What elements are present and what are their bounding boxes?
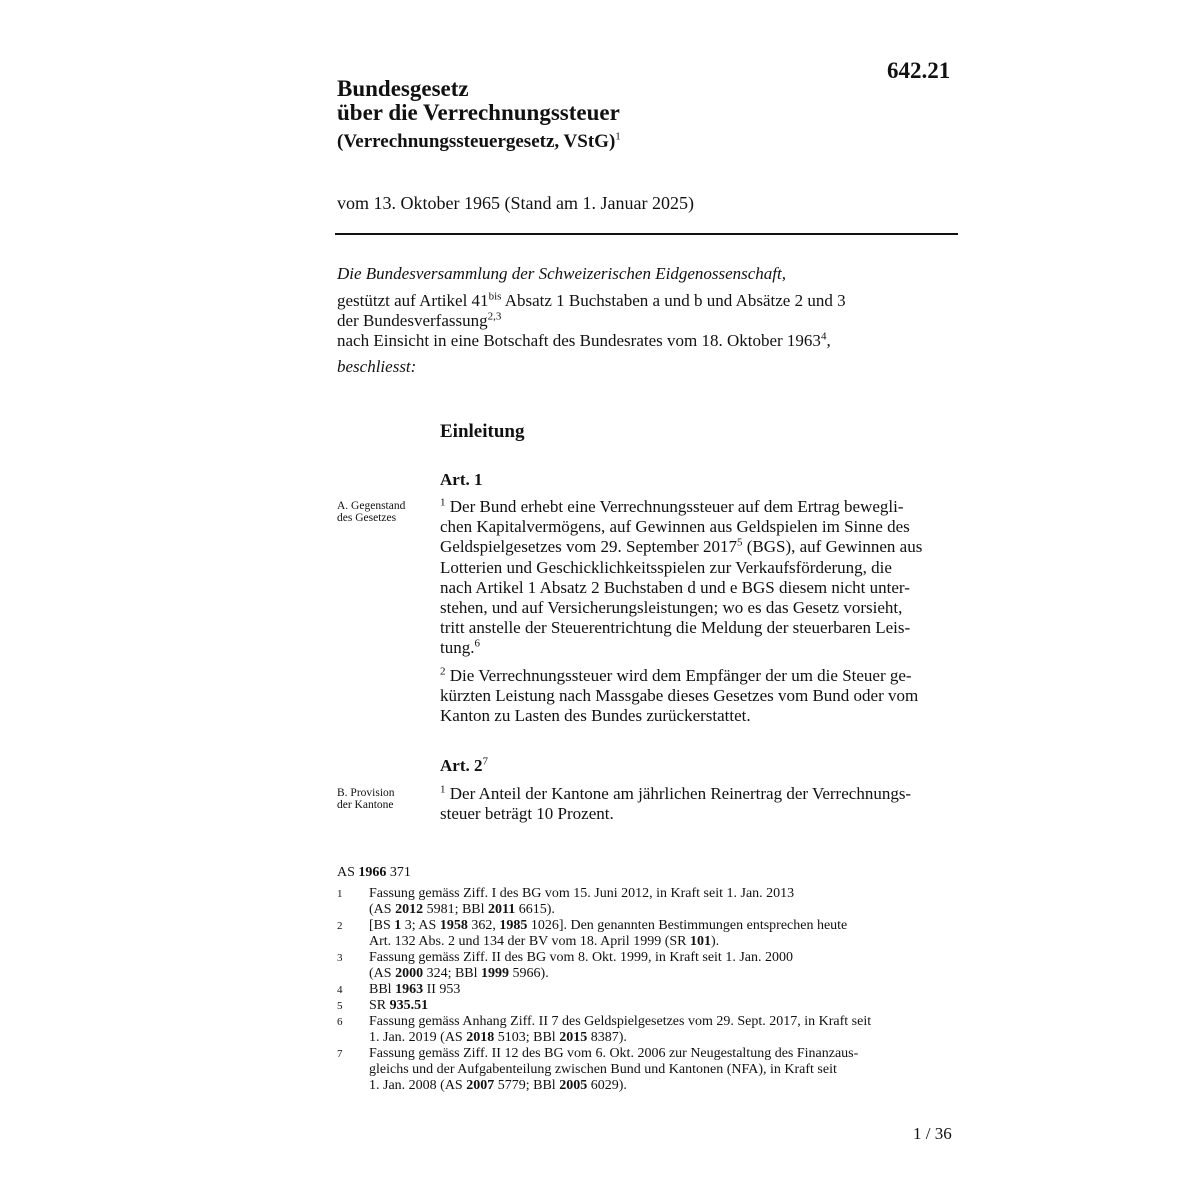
preamble-basis-line-1: gestützt auf Artikel $41^{bis}$ Absatz 1 Buchstaben a und b und Absätze 2 und 3 xyxy=(337,290,846,310)
art-2-margin-title: B. Provision der Kantone xyxy=(337,787,395,811)
date-line: vom 13. Oktober 1965 (Stand am 1. Januar 2025) xyxy=(337,193,694,213)
footnote-4: 4 BBl 1963 II 953 xyxy=(337,982,461,997)
short-title: (Verrechnungssteuergesetz, VStG)$^1$ xyxy=(337,130,621,152)
preamble-resolves: beschliesst: xyxy=(337,357,417,376)
footnote-ref-5[interactable]: 5 xyxy=(736,536,743,549)
title-divider xyxy=(335,233,958,235)
title-line-1: Bundesgesetz xyxy=(337,76,469,101)
art-2-heading: Art. $2^7$ xyxy=(440,755,488,775)
title-line-2: über die Verrechnungssteuer xyxy=(337,100,620,125)
art-1-paragraph-2: $^2$ Die Verrechnungssteuer wird dem Empfänger der um die Steuer ge- kürzten Leistung nach Massgabe dieses Gesetzes vom Bund oder vom Kanton zu Lasten des Bundes zurückerstattet. xyxy=(440,665,919,726)
footnote-ref-7[interactable]: 7 xyxy=(482,755,488,768)
footnote-5: 5 SR 935.51 xyxy=(337,998,429,1013)
footnote-1: 1 Fassung gemäss Ziff. I des BG vom 15. Juni 2012, in Kraft seit 1. Jan. 2013 (AS 2012 5981; BBl 2011 6615). xyxy=(337,886,795,917)
art-1-heading: Art. 1 xyxy=(440,470,483,489)
sr-number: 642.21 xyxy=(887,58,951,83)
preamble-basis-line-2: der Bundesverfassung$^{2,3}$ xyxy=(337,310,502,330)
footnote-ref-2-3[interactable]: 2,3 xyxy=(487,310,502,323)
footnote-ref-1[interactable]: 1 xyxy=(615,130,621,143)
art-2-paragraph-1: $^1$ Der Anteil der Kantone am jährlichen Reinertrag der Verrechnungs- steuer beträgt 10 Prozent. xyxy=(440,783,912,824)
footnote-ref-4[interactable]: 4 xyxy=(820,330,827,343)
footnote-2: 2 [BS 1 3; AS 1958 362, 1985 1026]. Den genannten Bestimmungen entsprechen heute Art. 132 Abs. 2 und 134 der BV vom 18. April 1999 (SR 101). xyxy=(337,918,848,949)
footnote-ref-6[interactable]: 6 xyxy=(474,637,480,650)
page-number: 1 / 36 xyxy=(913,1124,952,1143)
art-1-paragraph-1: $^1$ Der Bund erhebt eine Verrechnungssteuer auf dem Ertrag bewegli- chen Kapitalvermögens, auf Gewinnen aus Geldspielen im Sinne des Geldspielgesetzes vom 29. September 2017$^5$ (BGS), auf Gewinnen aus Lotterien und Geschicklichkeitsspielen zur Verkaufsförderung, die nach Artikel 1 Absatz 2 Buchstaben d und e BGS diesem nicht unter- stehen, und auf Versicherungsleistungen; wo es das Gesetz vorsieht, tritt anstelle der Steuerentrichtung die Meldung der steuerbaren Leis- tung.$^6$ xyxy=(440,496,923,658)
section-heading: Einleitung xyxy=(440,421,525,442)
preamble-message: nach Einsicht in eine Botschaft des Bundesrates vom 18. Oktober 1963$^4$, xyxy=(337,330,831,350)
art-1-margin-title: A. Gegenstand des Gesetzes xyxy=(337,500,406,524)
footnote-6: 6 Fassung gemäss Anhang Ziff. II 7 des Geldspielgesetzes vom 29. Sept. 2017, in Kraft seit 1. Jan. 2019 (AS 2018 5103; BBl 2015 8387). xyxy=(337,1014,872,1045)
footnote-3: 3 Fassung gemäss Ziff. II des BG vom 8. Okt. 1999, in Kraft seit 1. Jan. 2000 (AS 2000 324; BBl 1999 5966). xyxy=(337,950,793,981)
footnote-7: 7 Fassung gemäss Ziff. II 12 des BG vom 6. Okt. 2006 zur Neugestaltung des Finanzaus- gleichs und der Aufgabenteilung zwischen Bund und Kantonen (NFA), in Kraft seit 1. Jan. 2008 (AS 2007 5779; BBl 2005 6029). xyxy=(337,1046,859,1093)
preamble-assembly: Die Bundesversammlung der Schweizerischen Eidgenossenschaft, xyxy=(337,264,786,283)
footnote-as-reference: AS 1966 371 xyxy=(337,865,411,880)
